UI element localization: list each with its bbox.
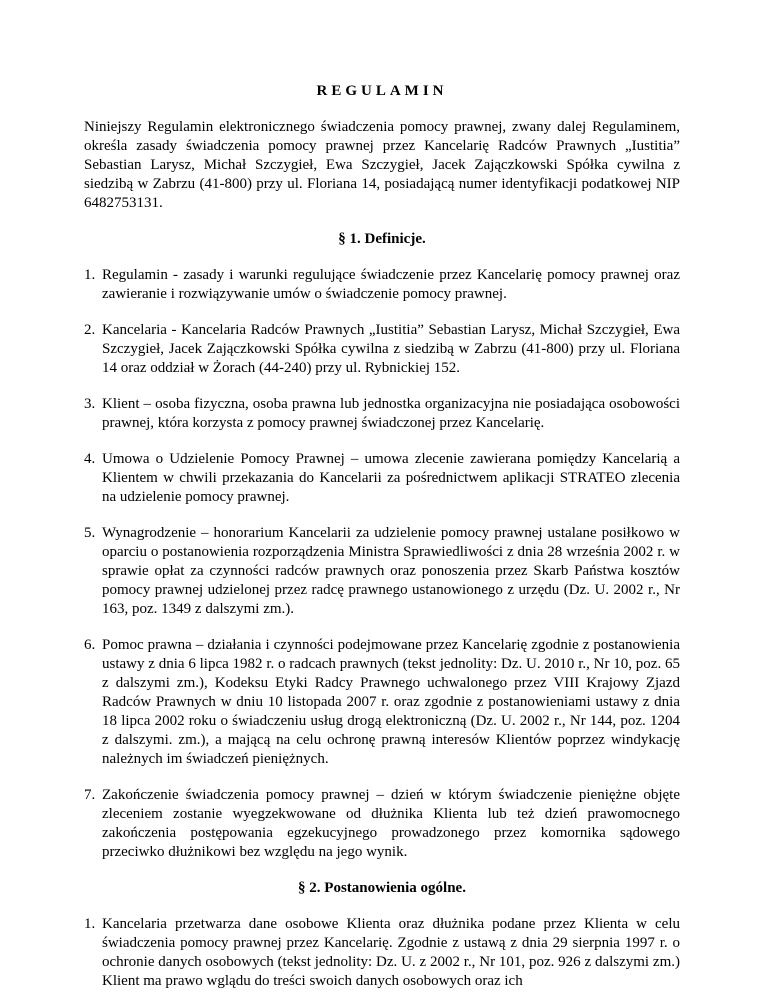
definitions-list [84,266,680,862]
list-item [84,321,680,378]
item-text: Umowa o Udzielenie Pomocy Prawnej – umowa zlecenie zawierana pomiędzy Kancelarią a Klientem w chwili przekazania do Kancelarii za pośrednictwem aplikacji STRATEO zlecenia na udzielenie pomocy prawnej. [102,451,680,505]
list-item [84,636,680,769]
section-heading: § 2. Postanowienia ogólne. [298,880,466,896]
item-number: 1. [84,267,96,283]
item-number: 2. [84,322,96,338]
item-text: Kancelaria - Kancelaria Radców Prawnych „Iustitia” Sebastian Larysz, Michał Szczygieł, Ewa Szczygieł, Jacek Zajączkowski Spółka cywilna z siedzibą w Zabrzu (41-800) przy ul. Floriana 14 oraz oddział w Żorach (44-240) przy ul. Rybnickiej 152. [102,322,680,376]
item-number: 6. [84,637,96,653]
item-number: 4. [84,451,96,467]
item-text: Pomoc prawna – działania i czynności podejmowane przez Kancelarię zgodnie z postanowienia ustawy z dnia 6 lipca 1982 r. o radcach prawnych (tekst jednolity: Dz. U. 2010 r., Nr 10, poz. 65 z dalszymi zm.), Kodeksu Etyki Radcy Prawnego uchwalonego przez VIII Krajowy Zjazd Radców Prawnych w dniu 10 listopada 2007 r. oraz zgodnie z postanowieniami ustawy z dnia 18 lipca 2002 roku o świadczeniu usług drogą elektroniczną (Dz. U. 2002 r., Nr 144, poz. 1204 z dalszymi. zm.), a mającą na celu ochronę prawną interesów Klientów poprzez windykację należnych im świadczeń pieniężnych. [102,637,680,767]
item-number: 1. [84,916,96,932]
item-text: Wynagrodzenie – honorarium Kancelarii za udzielenie pomocy prawnej ustalane posiłkowo w oparciu o postanowienia rozporządzenia Ministra Sprawiedliwości z dnia 28 września 2002 r. w sprawie opłat za czynności radców prawnych oraz ponoszenia przez Skarb Państwa kosztów pomocy prawnej udzielonej przez radcę prawnego ustanowionego z urzędu (Dz. U. 2002 r., Nr 163, poz. 1349 z dalszymi zm.). [102,525,680,617]
list-item [84,524,680,619]
section-heading: § 1. Definicje. [338,231,426,247]
item-text: Zakończenie świadczenia pomocy prawnej – dzień w którym świadczenie pieniężne objęte zleceniem zostanie wyegzekwowane od dłużnika Klienta lub też dzień prawomocnego zakończenia postępowania egzekucyjnego prowadzonego przez komornika sądowego przeciwko dłużnikowi bez względu na jego wynik. [102,787,680,860]
document-content [84,82,680,1008]
item-number: 3. [84,396,96,412]
list-item [84,266,680,304]
item-text: Kancelaria przetwarza dane osobowe Klienta oraz dłużnika podane przez Klienta w celu świadczenia pomocy prawnej przez Kancelarię. Zgodnie z ustawą z dnia 29 sierpnia 1997 r. o ochronie danych osobowych (tekst jednolity: Dz. U. z 2002 r., Nr 101, poz. 926 z dalszymi zm.) Klient ma prawo wglądu do treści swoich danych osobowych oraz ich [102,916,680,989]
item-text: Klient – osoba fizyczna, osoba prawna lub jednostka organizacyjna nie posiadająca osobowości prawnej, która korzysta z pomocy prawnej świadczonej przez Kancelarię. [102,396,680,431]
list-item [84,786,680,862]
item-number: 5. [84,525,96,541]
item-text: Regulamin - zasady i warunki regulujące świadczenie przez Kancelarię pomocy prawnej oraz zawieranie i rozwiązywanie umów o świadczenie pomocy prawnej. [102,267,680,302]
list-item [84,915,680,991]
list-item [84,395,680,433]
list-item [84,450,680,507]
item-number: 7. [84,787,96,803]
general-provisions-list [84,915,680,991]
intro-paragraph: Niniejszy Regulamin elektronicznego świadczenia pomocy prawnej, zwany dalej Regulaminem, określa zasady świadczenia pomocy prawnej przez Kancelarię Radców Prawnych „Iustitia” Sebastian Larysz, Michał Szczygieł, Ewa Szczygieł, Jacek Zajączkowski Spółka cywilna z siedzibą w Zabrzu (41-800) przy ul. Floriana 14, posiadającą numer identyfikacji podatkowej NIP 6482753131. [84,119,680,211]
document-title: REGULAMIN [316,83,448,99]
